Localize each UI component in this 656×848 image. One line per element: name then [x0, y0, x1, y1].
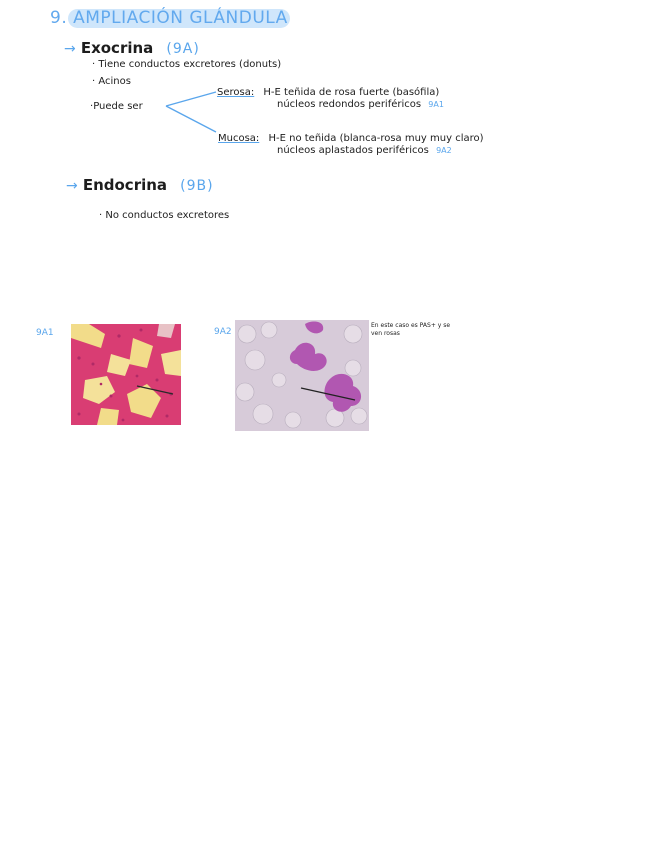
fig1-label: 9A1 — [36, 328, 54, 338]
endocrina-heading: Endocrina — [82, 176, 168, 194]
mucosa-line1: H-E no teñida (blanca-rosa muy muy claro) — [268, 133, 484, 144]
figure-note-line2: ven rosas — [371, 330, 400, 337]
exocrina-heading-row — [64, 38, 200, 57]
exocrina-heading: Exocrina — [80, 39, 154, 57]
mucosa-line2-row — [277, 145, 452, 156]
branch-lines — [160, 88, 220, 136]
endocrina-tag: (9B) — [180, 178, 214, 194]
mucosa-ref: 9A2 — [436, 146, 452, 155]
list-item: · Tiene conductos excretores (donuts) — [92, 59, 282, 70]
list-item: · Acinos — [92, 76, 131, 87]
exocrina-tag: (9A) — [166, 41, 200, 57]
serosa-ref: 9A1 — [428, 100, 444, 109]
serosa-label: Serosa: — [217, 87, 255, 98]
serosa-line2-row — [277, 99, 444, 110]
figure-note-line1: En este caso es PAS+ y se — [371, 322, 451, 329]
endocrina-heading-row — [66, 175, 214, 194]
mucosa-row — [218, 133, 484, 144]
list-item: ·Puede ser — [90, 101, 143, 112]
serous-gland-micrograph — [71, 324, 181, 425]
arrow-right-icon: → — [64, 41, 76, 57]
arrow-right-icon: → — [66, 178, 78, 194]
list-item: · No conductos excretores — [99, 210, 230, 221]
mucosa-line2: núcleos aplastados periféricos — [277, 145, 429, 156]
fig2-label: 9A2 — [214, 327, 232, 337]
mucosa-label: Mucosa: — [218, 133, 260, 144]
serosa-row — [217, 87, 439, 98]
mucous-gland-micrograph — [235, 320, 369, 431]
serosa-line2: núcleos redondos periféricos — [277, 99, 422, 110]
page-title: 9. AMPLIACIÓN GLÁNDULA — [50, 8, 288, 28]
serosa-line1: H-E teñida de rosa fuerte (basófila) — [263, 87, 440, 98]
